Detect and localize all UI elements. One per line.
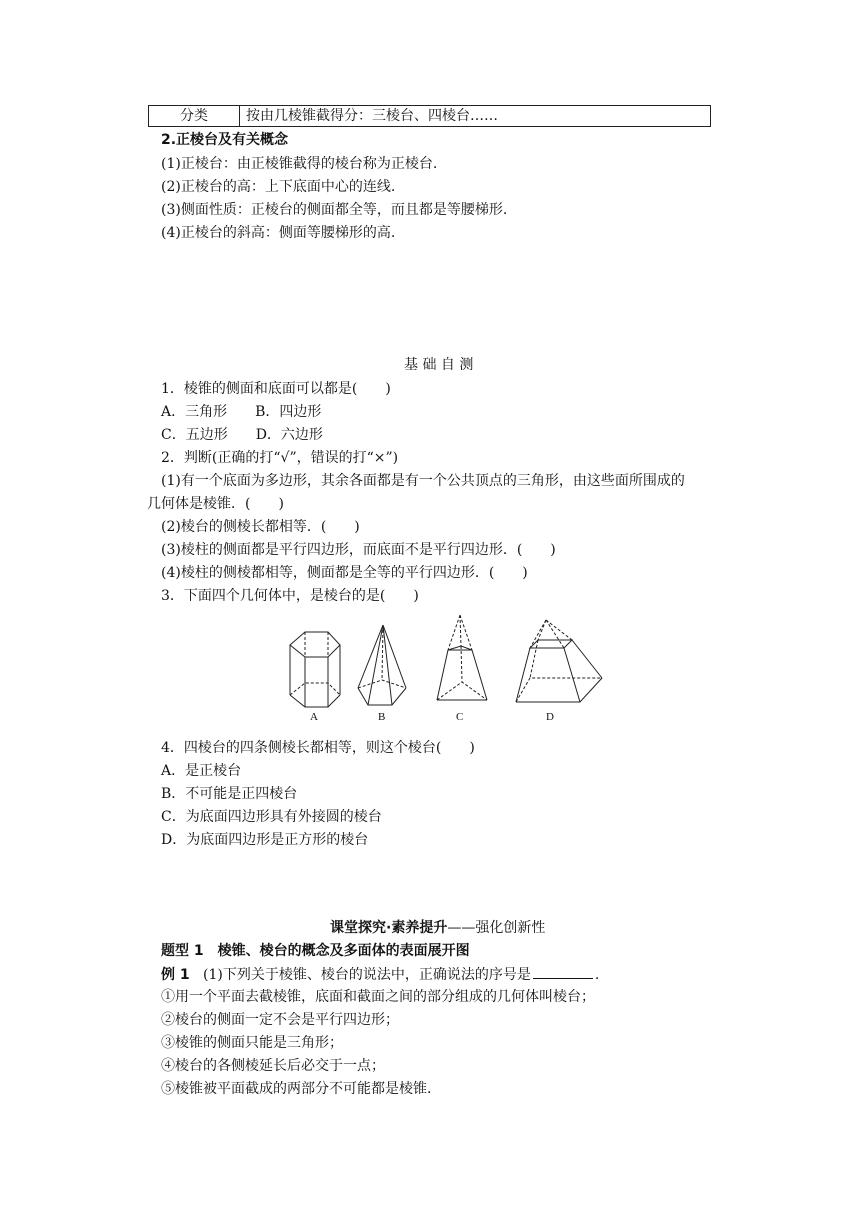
example-1 bbox=[161, 964, 599, 985]
question-2-statement: (2)棱台的侧棱长都相等．( ) bbox=[161, 519, 360, 535]
self-test-title: 基 础 自 测 bbox=[404, 357, 474, 373]
statement-item: ②棱台的侧面一定不会是平行四边形； bbox=[161, 1012, 399, 1028]
question-4-option: D．为底面四边形是正方形的棱台 bbox=[161, 832, 369, 848]
question-2-statement: (4)棱柱的侧棱都相等，侧面都是全等的平行四边形．( ) bbox=[161, 565, 528, 581]
question-2-statement: 几何体是棱锥．( ) bbox=[147, 496, 284, 512]
explore-title-bold: 课堂探究·素养提升 bbox=[330, 920, 448, 936]
figure-label: C bbox=[456, 711, 464, 723]
example-end: . bbox=[594, 967, 600, 983]
question-4-stem: 4．四棱台的四条侧棱长都相等，则这个棱台( ) bbox=[161, 740, 475, 756]
concept-line: (4)正棱台的斜高：侧面等腰梯形的高. bbox=[161, 225, 396, 241]
example-label: 例 1 bbox=[161, 967, 190, 983]
question-type-heading: 题型 1 棱锥、棱台的概念及多面体的表面展开图 bbox=[161, 943, 470, 959]
explore-title bbox=[330, 918, 545, 938]
question-1-options: C．五边形 D．六边形 bbox=[161, 427, 323, 443]
answer-blank[interactable] bbox=[533, 964, 593, 979]
concept-line: (2)正棱台的高：上下底面中心的连线. bbox=[161, 179, 396, 195]
section-heading: 2.正棱台及有关概念 bbox=[161, 132, 289, 148]
explore-title-rest: ——强化创新性 bbox=[447, 920, 546, 936]
figure-label: D bbox=[546, 711, 554, 723]
solid-b-pyramid bbox=[358, 625, 406, 705]
question-1-options: A．三角形 B．四边形 bbox=[161, 404, 322, 420]
solid-d-frustum bbox=[516, 620, 602, 702]
question-4-option: A．是正棱台 bbox=[161, 763, 242, 779]
question-3-stem: 3．下面四个几何体中，是棱台的是( ) bbox=[161, 588, 419, 604]
table-key: 分类 bbox=[149, 106, 240, 127]
question-4-option: B．不可能是正四棱台 bbox=[161, 786, 298, 802]
classification-table bbox=[148, 105, 711, 127]
figure-label: B bbox=[378, 711, 386, 723]
solids-figure bbox=[280, 610, 610, 725]
figure-label: A bbox=[310, 711, 318, 723]
table-row bbox=[149, 106, 711, 127]
statement-item: ③棱锥的侧面只能是三角形； bbox=[161, 1035, 343, 1051]
question-2-stem: 2．判断(正确的打“√”，错误的打“×”) bbox=[161, 450, 399, 466]
concept-line: (3)侧面性质：正棱台的侧面都全等，而且都是等腰梯形. bbox=[161, 202, 508, 218]
question-2-statement: (1)有一个底面为多边形，其余各面都是有一个公共顶点的三角形，由这些面所围成的 bbox=[161, 473, 685, 489]
question-2-statement: (3)棱柱的侧面都是平行四边形，而底面不是平行四边形．( ) bbox=[161, 542, 556, 558]
statement-item: ④棱台的各侧棱延长后必交于一点； bbox=[161, 1058, 385, 1074]
statement-item: ⑤棱锥被平面截成的两部分不可能都是棱锥. bbox=[161, 1081, 432, 1097]
table-value: 按由几棱锥截得分：三棱台、四棱台…… bbox=[240, 106, 711, 127]
statement-item: ①用一个平面去截棱锥，底面和截面之间的部分组成的几何体叫棱台； bbox=[161, 989, 595, 1005]
example-text: (1)下列关于棱锥、棱台的说法中，正确说法的序号是 bbox=[202, 967, 531, 983]
question-1-stem: 1．棱锥的侧面和底面可以都是( ) bbox=[161, 381, 391, 397]
concept-line: (1)正棱台：由正棱锥截得的棱台称为正棱台. bbox=[161, 156, 438, 172]
solid-c-frustum bbox=[437, 615, 487, 700]
question-4-option: C．为底面四边形具有外接圆的棱台 bbox=[161, 809, 382, 825]
solid-a-prism bbox=[290, 632, 340, 707]
